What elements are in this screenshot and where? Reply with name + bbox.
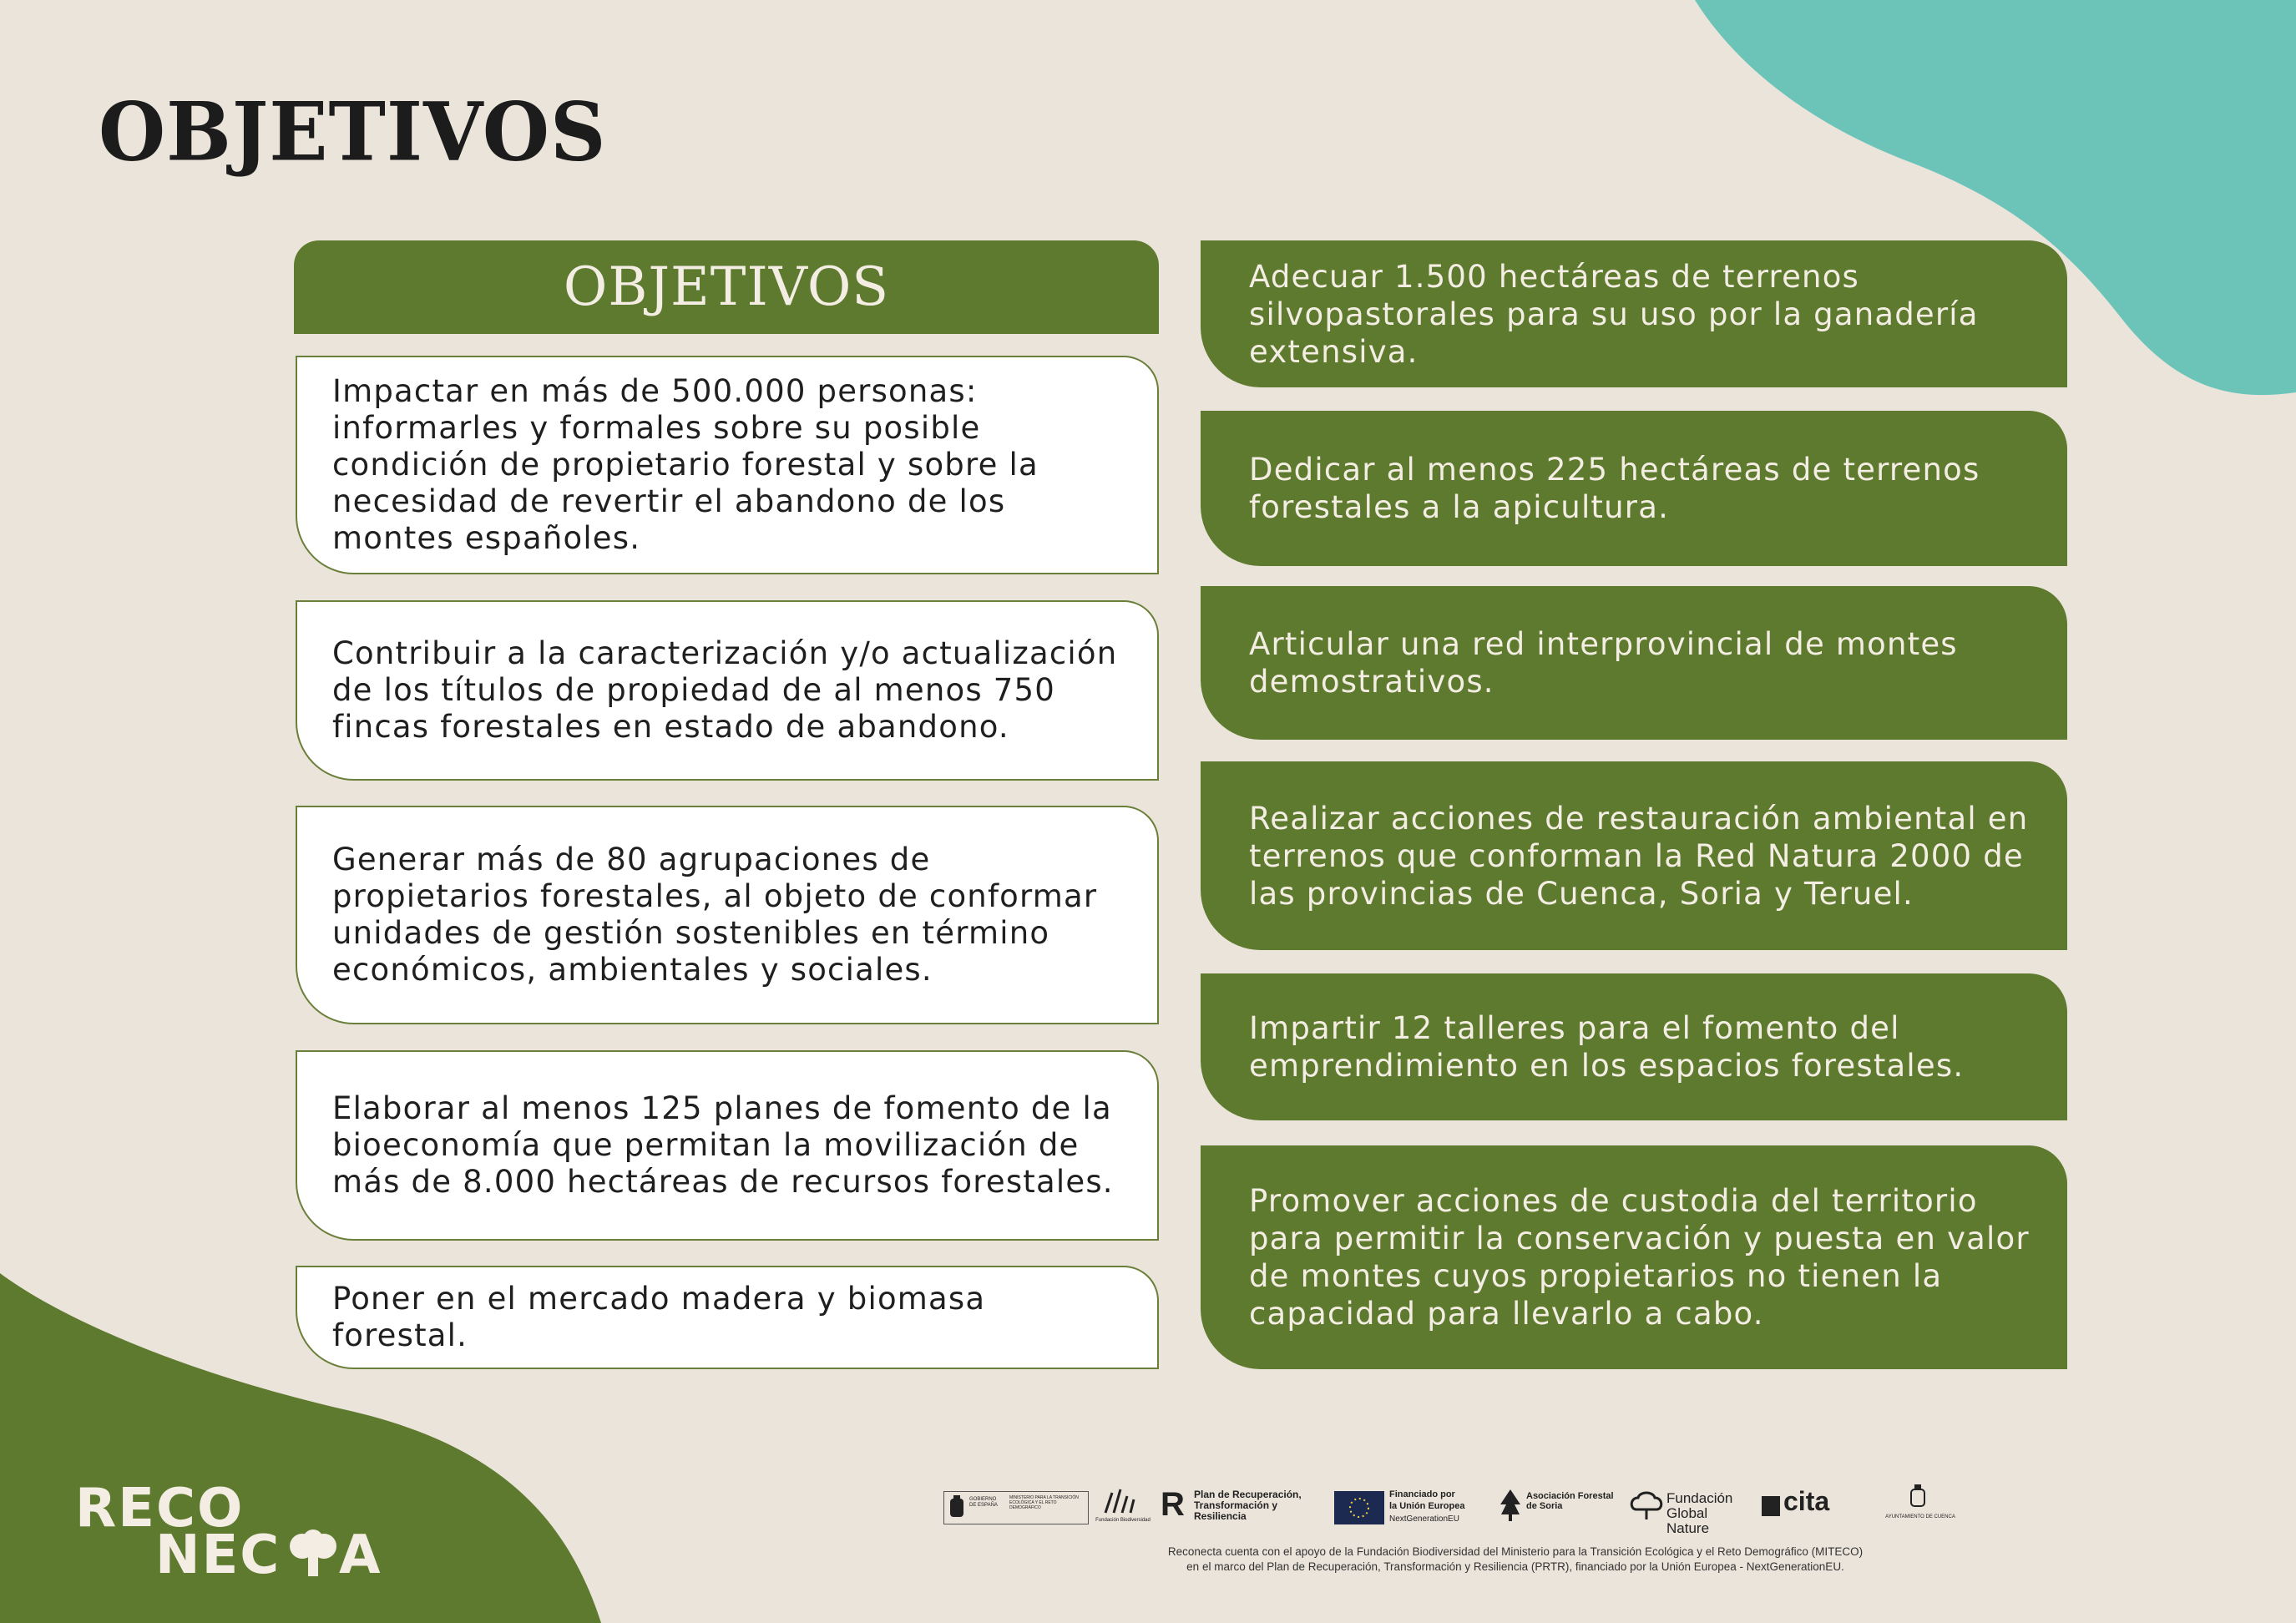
fundacion-biodiversidad-logo — [1095, 1484, 1151, 1531]
objective-card-green — [1201, 240, 2067, 387]
objective-card — [296, 1266, 1159, 1369]
footer-line-2: en el marco del Plan de Recuperación, Transformación y Resiliencia (PRTR), financiado por la Unión Europea - NextGenerationEU. — [1186, 1560, 1844, 1573]
objective-text: Promover acciones de custodia del territorio para permitir la conservación y puesta en valor de montes cuyos propietarios no tienen la capacidad para llevarlo a cabo. — [1249, 1183, 2030, 1332]
objective-text: Articular una red interprovincial de montes demostrativos. — [1249, 626, 1958, 700]
eu-flag-icon — [1334, 1491, 1384, 1524]
logo-line-2: NEC — [155, 1524, 281, 1586]
objective-text: Realizar acciones de restauración ambiental en terrenos que conforman la Red Natura 2000 de las provincias de Cuenca, Soria y Teruel. — [1249, 800, 2029, 912]
eu-text-3: NextGenerationEU — [1389, 1514, 1459, 1524]
logo-line-1: RECO — [75, 1478, 245, 1540]
objective-card-green — [1201, 973, 2067, 1120]
cita-logo — [1762, 1484, 1837, 1531]
eu-logo — [1334, 1484, 1493, 1531]
tree-icon — [289, 1529, 337, 1580]
objective-card-green — [1201, 586, 2067, 740]
footer-line-1: Reconecta cuenta con el apoyo de la Fundación Biodiversidad del Ministerio para la Transición Ecológica y el Reto Demográfico (MITECO) — [1167, 1545, 1864, 1558]
objective-text: Adecuar 1.500 hectáreas de terrenos silvopastorales para su uso por la ganadería extensiva. — [1249, 258, 1979, 370]
objective-text: Elaborar al menos 125 planes de fomento de la bioeconomía que permitan la movilización de más de 8.000 hectáreas de recursos forestales. — [332, 1090, 1114, 1200]
page-title: OBJETIVOS — [99, 84, 607, 179]
objective-text: Generar más de 80 agrupaciones de propietarios forestales, al objeto de conformar unidades de gestión sostenibles en término económicos, ambientales y sociales. — [332, 842, 1098, 988]
ayuntamiento-text: AYUNTAMIENTO DE CUENCA — [1885, 1514, 1955, 1519]
tree-outline-icon — [1630, 1491, 1663, 1521]
objective-text: Impactar en más de 500.000 personas: informarles y formales sobre su posible condición de propietario forestal y sobre la necesidad de revertir el abandono de los montes españoles. — [332, 373, 1039, 556]
objective-card-green — [1201, 1145, 2067, 1369]
cita-text: cita — [1783, 1486, 1830, 1516]
objective-card — [296, 1050, 1159, 1241]
afs-text: Asociación Forestal de Soria — [1526, 1491, 1614, 1511]
fundacion-biodiversidad-text: Fundación Biodiversidad — [1095, 1518, 1151, 1523]
fgn-text: Fundación Global Nature — [1666, 1490, 1733, 1536]
funding-footer — [960, 1545, 2071, 1575]
eu-text-1: Financiado por — [1389, 1489, 1455, 1499]
prtr-logo — [1161, 1484, 1328, 1531]
objective-card-green — [1201, 761, 2067, 950]
ministerio-text: MINISTERIO PARA LA TRANSICIÓN ECOLÓGICA Y EL RETO DEMOGRÁFICO — [1009, 1495, 1079, 1510]
tree-emblem-icon — [1498, 1488, 1523, 1521]
objectives-column-header: OBJETIVOS — [294, 240, 1159, 334]
objective-card — [296, 600, 1159, 781]
crest-icon — [1909, 1484, 1927, 1511]
gobierno-logo — [943, 1491, 1089, 1524]
objective-text: Dedicar al menos 225 hectáreas de terrenos forestales a la apicultura. — [1249, 452, 1980, 525]
objective-card-green — [1201, 411, 2067, 566]
grass-icon — [1097, 1488, 1147, 1514]
objective-text: Impartir 12 talleres para el fomento del emprendimiento en los espacios forestales. — [1249, 1010, 1965, 1084]
fundacion-global-nature-logo — [1630, 1484, 1755, 1536]
ayuntamiento-logo — [1879, 1484, 1962, 1531]
objective-card — [296, 806, 1159, 1024]
objective-text: Poner en el mercado madera y biomasa forestal. — [332, 1281, 986, 1353]
prtr-r-icon: R — [1161, 1486, 1185, 1523]
objective-text: Contribuir a la caracterización y/o actualización de los títulos de propiedad de al menos 750 fincas forestales en estado de abandono. — [332, 635, 1118, 745]
coat-of-arms-icon — [948, 1495, 966, 1520]
gobierno-text: GOBIERNO DE ESPAÑA — [969, 1497, 998, 1508]
eu-text-2: la Unión Europea — [1389, 1501, 1465, 1511]
sponsor-logos — [943, 1484, 1962, 1536]
cita-mark-icon — [1762, 1496, 1780, 1516]
logo-line-2-end: A — [339, 1524, 382, 1586]
prtr-text: Plan de Recuperación, Transformación y Resiliencia — [1194, 1489, 1302, 1522]
asociacion-forestal-soria-logo — [1498, 1484, 1623, 1531]
objective-card — [296, 356, 1159, 574]
